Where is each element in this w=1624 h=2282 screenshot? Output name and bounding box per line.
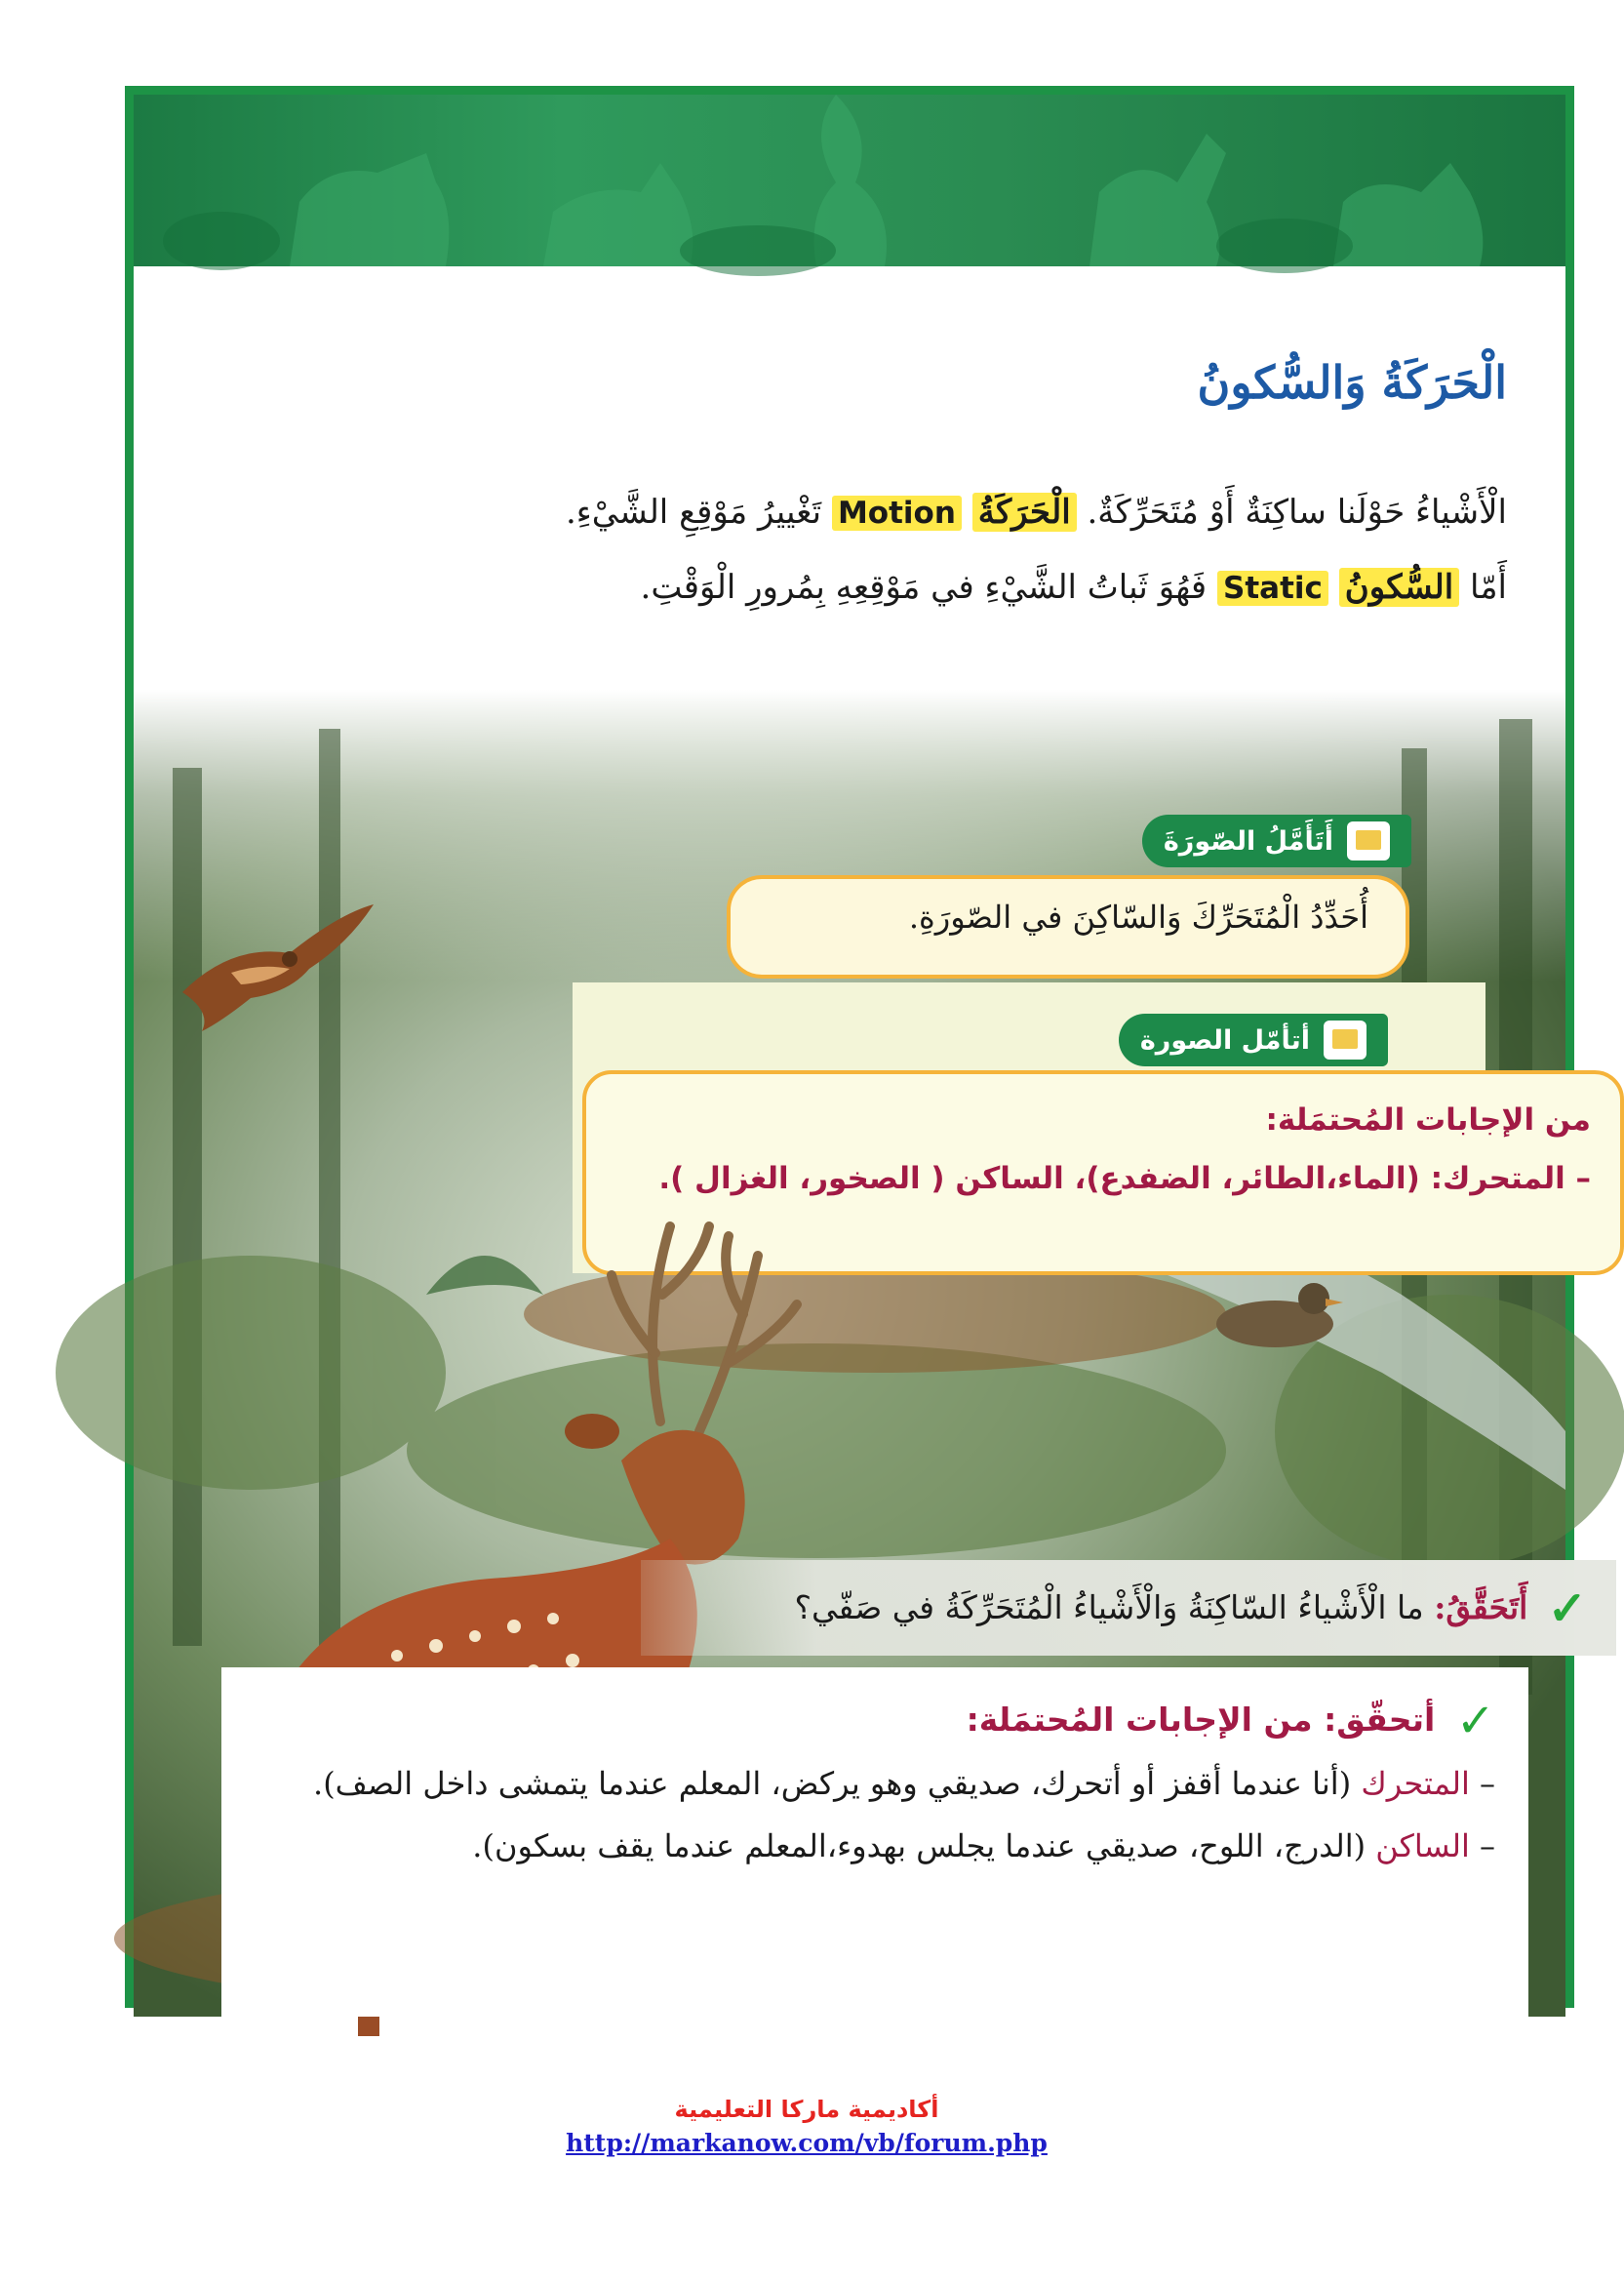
academy-name: أكاديمية ماركا التعليمية — [674, 2096, 939, 2123]
check-answer-label: أتحقّق: — [1324, 1701, 1436, 1739]
check-label: أَتَحَقَّقُ: — [1434, 1588, 1528, 1626]
observe-answer-tab-label: أتأمّل الصورة — [1139, 1024, 1310, 1056]
lesson-title: الْحَرَكَةُ وَالسُّكونُ — [1197, 356, 1507, 409]
motion-term-en: Motion — [832, 496, 962, 531]
observe-question-box — [727, 875, 1409, 979]
static-term-ar: السُّكونُ — [1339, 568, 1459, 607]
observe-answer-line: – المتحرك: (الماء،الطائر، الضفدع)، الساكن ( الصخور، الغزال ). — [658, 1161, 1591, 1196]
page-footer — [0, 2096, 1613, 2157]
check-question: ما الْأَشْياءُ السّاكِنَةُ وَالْأَشْياءُ الْمُتَحَرِّكَةُ في صَفّي؟ — [794, 1588, 1424, 1626]
book-icon — [1347, 821, 1390, 861]
animal-silhouettes — [134, 95, 1565, 266]
checkmark-icon: ✓ — [1547, 1581, 1587, 1636]
moving-answer: – المتحرك (أنا عندما أقفز أو أتحرك، صديقي وهو يركض، المعلم عندما يتمشى داخل الصف). — [313, 1765, 1495, 1802]
intro-line-1 — [337, 475, 1507, 550]
observe-answer-tab — [1119, 1014, 1388, 1066]
intro-text: أَمّا — [1459, 568, 1507, 607]
intro-line-2 — [337, 550, 1507, 625]
check-question-bar — [641, 1560, 1616, 1656]
observe-question: أُحَدِّدُ الْمُتَحَرِّكَ وَالسّاكِنَ في الصّورَةِ. — [908, 899, 1368, 936]
book-icon — [1324, 1021, 1367, 1060]
observe-tab-label: أَتَأَمَّلُ الصّورَةَ — [1163, 825, 1333, 857]
observe-answer-heading: من الإجابات المُحتمَلة: — [1265, 1102, 1591, 1138]
check-answer-box — [221, 1667, 1528, 2017]
intro-text: الْأَشْياءُ حَوْلَنا ساكِنَةٌ أَوْ مُتَحَرِّكَةٌ. — [1076, 493, 1507, 532]
duck-image — [1197, 1265, 1343, 1353]
static-term-en: Static — [1217, 571, 1328, 606]
checkmark-icon: ✓ — [1455, 1694, 1495, 1748]
static-answer: – الساكن (الدرج، اللوح، صديقي عندما يجلس بهدوء،المعلم عندما يقف بسكون). — [472, 1827, 1495, 1864]
motion-term-ar: الْحَرَكَةُ — [972, 493, 1077, 532]
moving-tag: المتحرك — [1361, 1765, 1470, 1802]
page-frame — [125, 86, 1591, 2008]
check-answer-heading — [255, 1689, 1495, 1752]
intro-text: فَهُوَ ثَباتُ الشَّيْءِ في مَوْقِعِهِ بِمُرورِ الْوَقْتِ. — [640, 568, 1208, 607]
static-text: (الدرج، اللوح، صديقي عندما يجلس بهدوء،المعلم عندما يقف بسكون). — [472, 1827, 1376, 1864]
static-tag: الساكن — [1375, 1827, 1470, 1864]
top-banner — [134, 95, 1565, 266]
hawk-image — [143, 875, 377, 1041]
observe-tab — [1142, 815, 1411, 867]
moving-text: (أنا عندما أقفز أو أتحرك، صديقي وهو يركض، المعلم عندما يتمشى داخل الصف). — [313, 1765, 1362, 1802]
forum-link[interactable]: http://markanow.com/vb/forum.php — [566, 2129, 1048, 2157]
intro-text: تَغْييرُ مَوْقِعِ الشَّيْءِ. — [565, 493, 822, 532]
check-answer-heading-text: من الإجابات المُحتمَلة: — [966, 1701, 1313, 1739]
lesson-intro — [337, 475, 1507, 625]
